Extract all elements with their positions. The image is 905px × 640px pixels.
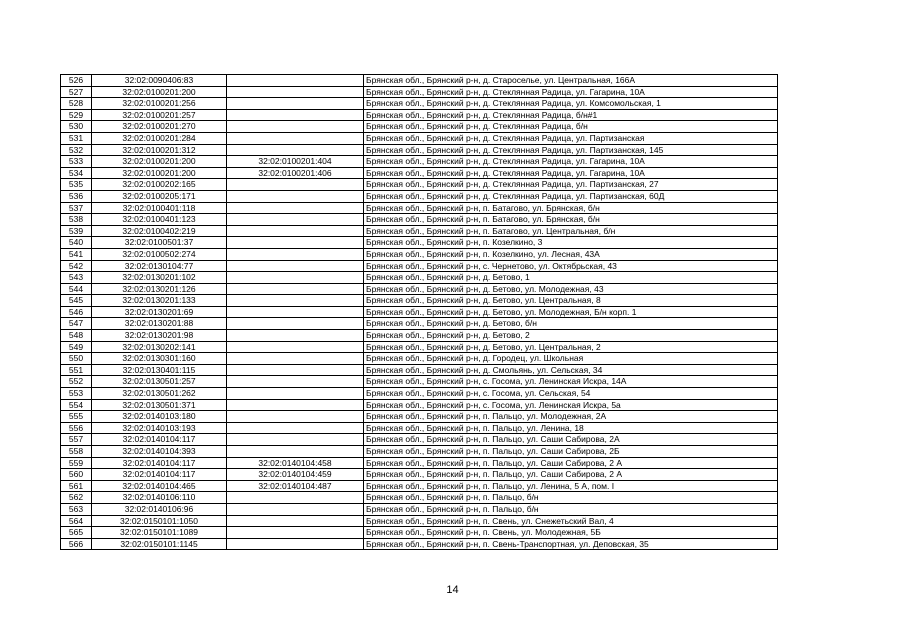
cadastral-number-cell: 32:02:0130401:115	[92, 364, 227, 376]
table-row	[61, 75, 778, 87]
row-number-cell: 562	[61, 492, 92, 504]
address-cell: Брянская обл., Брянский р-н, п. Свень-Транспортная, ул. Деповская, 35	[364, 538, 778, 550]
address-cell: Брянская обл., Брянский р-н, с. Чернетово, ул. Октябрьская, 43	[364, 260, 778, 272]
address-cell: Брянская обл., Брянский р-н, д. Стеклянная Радица, ул. Гагарина, 10А	[364, 86, 778, 98]
linked-cadastral-number-cell: 32:02:0140104:458	[227, 457, 364, 469]
address-cell: Брянская обл., Брянский р-н, д. Бетово, 2	[364, 330, 778, 342]
address-cell: Брянская обл., Брянский р-н, п. Батагово, ул. Брянская, б/н	[364, 214, 778, 226]
cadastral-number-cell: 32:02:0140104:393	[92, 446, 227, 458]
address-cell: Брянская обл., Брянский р-н, п. Пальцо, ул. Саши Сабирова, 2 А	[364, 469, 778, 481]
row-number-cell: 536	[61, 190, 92, 202]
linked-cadastral-number-cell	[227, 364, 364, 376]
address-cell: Брянская обл., Брянский р-н, д. Староселье, ул. Центральная, 166А	[364, 75, 778, 87]
address-cell: Брянская обл., Брянский р-н, п. Пальцо, б/н	[364, 503, 778, 515]
cadastral-number-cell: 32:02:0100202:165	[92, 179, 227, 191]
cadastral-number-cell: 32:02:0100201:284	[92, 132, 227, 144]
row-number-cell: 550	[61, 353, 92, 365]
table-row	[61, 179, 778, 191]
row-number-cell: 552	[61, 376, 92, 388]
row-number-cell: 545	[61, 295, 92, 307]
cadastral-number-cell: 32:02:0090406:83	[92, 75, 227, 87]
address-cell: Брянская обл., Брянский р-н, п. Свень, ул. Молодежная, 5Б	[364, 527, 778, 539]
table-row	[61, 469, 778, 481]
cadastral-number-cell: 32:02:0100201:257	[92, 109, 227, 121]
row-number-cell: 555	[61, 411, 92, 423]
linked-cadastral-number-cell	[227, 121, 364, 133]
linked-cadastral-number-cell: 32:02:0100201:404	[227, 156, 364, 168]
table-row	[61, 538, 778, 550]
cadastral-number-cell: 32:02:0100201:200	[92, 156, 227, 168]
table-row	[61, 527, 778, 539]
cadastral-number-cell: 32:02:0130201:98	[92, 330, 227, 342]
cadastral-number-cell: 32:02:0100501:37	[92, 237, 227, 249]
cadastral-number-cell: 32:02:0140106:96	[92, 503, 227, 515]
linked-cadastral-number-cell	[227, 399, 364, 411]
table-row	[61, 318, 778, 330]
cadastral-number-cell: 32:02:0130201:126	[92, 283, 227, 295]
table-row	[61, 144, 778, 156]
row-number-cell: 560	[61, 469, 92, 481]
table-row	[61, 190, 778, 202]
address-cell: Брянская обл., Брянский р-н, п. Пальцо, ул. Саши Сабирова, 2Б	[364, 446, 778, 458]
linked-cadastral-number-cell	[227, 202, 364, 214]
linked-cadastral-number-cell	[227, 225, 364, 237]
linked-cadastral-number-cell	[227, 388, 364, 400]
linked-cadastral-number-cell: 32:02:0140104:459	[227, 469, 364, 481]
address-cell: Брянская обл., Брянский р-н, с. Госома, ул. Сельская, 54	[364, 388, 778, 400]
table-row	[61, 341, 778, 353]
row-number-cell: 548	[61, 330, 92, 342]
table-row	[61, 330, 778, 342]
address-cell: Брянская обл., Брянский р-н, д. Стеклянная Радица, ул. Партизанская, 27	[364, 179, 778, 191]
cadastral-number-cell: 32:02:0100502:274	[92, 248, 227, 260]
linked-cadastral-number-cell	[227, 422, 364, 434]
address-cell: Брянская обл., Брянский р-н, п. Пальцо, ул. Молодежная, 2А	[364, 411, 778, 423]
address-cell: Брянская обл., Брянский р-н, п. Батагово, ул. Брянская, б/н	[364, 202, 778, 214]
row-number-cell: 526	[61, 75, 92, 87]
linked-cadastral-number-cell	[227, 86, 364, 98]
address-cell: Брянская обл., Брянский р-н, д. Стеклянная Радица, ул. Гагарина, 10А	[364, 156, 778, 168]
address-cell: Брянская обл., Брянский р-н, д. Бетово, б/н	[364, 318, 778, 330]
cadastral-number-cell: 32:02:0100401:118	[92, 202, 227, 214]
address-cell: Брянская обл., Брянский р-н, д. Городец, ул. Школьная	[364, 353, 778, 365]
table-row	[61, 98, 778, 110]
address-cell: Брянская обл., Брянский р-н, п. Пальцо, ул. Саши Сабирова, 2 А	[364, 457, 778, 469]
cadastral-number-cell: 32:02:0140104:117	[92, 434, 227, 446]
row-number-cell: 542	[61, 260, 92, 272]
linked-cadastral-number-cell	[227, 353, 364, 365]
row-number-cell: 528	[61, 98, 92, 110]
cadastral-number-cell: 32:02:0140106:110	[92, 492, 227, 504]
table-row	[61, 457, 778, 469]
cadastral-number-cell: 32:02:0140104:117	[92, 457, 227, 469]
address-cell: Брянская обл., Брянский р-н, д. Стеклянная Радица, ул. Комсомольская, 1	[364, 98, 778, 110]
row-number-cell: 544	[61, 283, 92, 295]
table-row	[61, 86, 778, 98]
row-number-cell: 546	[61, 306, 92, 318]
cadastral-number-cell: 32:02:0100401:123	[92, 214, 227, 226]
address-cell: Брянская обл., Брянский р-н, п. Пальцо, б/н	[364, 492, 778, 504]
table-row	[61, 132, 778, 144]
table-row	[61, 156, 778, 168]
cadastral-number-cell: 32:02:0130201:88	[92, 318, 227, 330]
linked-cadastral-number-cell	[227, 330, 364, 342]
row-number-cell: 563	[61, 503, 92, 515]
cadastral-number-cell: 32:02:0100201:270	[92, 121, 227, 133]
table-row	[61, 121, 778, 133]
cadastral-number-cell: 32:02:0100201:200	[92, 167, 227, 179]
table-row	[61, 225, 778, 237]
table-row	[61, 248, 778, 260]
row-number-cell: 538	[61, 214, 92, 226]
row-number-cell: 537	[61, 202, 92, 214]
address-cell: Брянская обл., Брянский р-н, д. Бетово, ул. Центральная, 2	[364, 341, 778, 353]
address-cell: Брянская обл., Брянский р-н, д. Стеклянная Радица, б/н#1	[364, 109, 778, 121]
page-number: 14	[446, 584, 459, 596]
linked-cadastral-number-cell: 32:02:0100201:406	[227, 167, 364, 179]
address-cell: Брянская обл., Брянский р-н, с. Госома, ул. Ленинская Искра, 5а	[364, 399, 778, 411]
linked-cadastral-number-cell	[227, 411, 364, 423]
linked-cadastral-number-cell	[227, 446, 364, 458]
address-cell: Брянская обл., Брянский р-н, п. Пальцо, ул. Ленина, 18	[364, 422, 778, 434]
row-number-cell: 531	[61, 132, 92, 144]
linked-cadastral-number-cell	[227, 295, 364, 307]
linked-cadastral-number-cell	[227, 306, 364, 318]
linked-cadastral-number-cell	[227, 492, 364, 504]
linked-cadastral-number-cell	[227, 283, 364, 295]
row-number-cell: 541	[61, 248, 92, 260]
cadastral-number-cell: 32:02:0130501:257	[92, 376, 227, 388]
row-number-cell: 532	[61, 144, 92, 156]
address-cell: Брянская обл., Брянский р-н, д. Бетово, ул. Центральная, 8	[364, 295, 778, 307]
cadastral-number-cell: 32:02:0130501:371	[92, 399, 227, 411]
row-number-cell: 527	[61, 86, 92, 98]
cadastral-number-cell: 32:02:0130201:69	[92, 306, 227, 318]
linked-cadastral-number-cell	[227, 503, 364, 515]
cadastral-number-cell: 32:02:0140104:465	[92, 480, 227, 492]
row-number-cell: 564	[61, 515, 92, 527]
linked-cadastral-number-cell	[227, 318, 364, 330]
table-body	[61, 75, 778, 550]
row-number-cell: 549	[61, 341, 92, 353]
linked-cadastral-number-cell	[227, 179, 364, 191]
table-row	[61, 515, 778, 527]
row-number-cell: 539	[61, 225, 92, 237]
cadastral-number-cell: 32:02:0130201:102	[92, 272, 227, 284]
table-row	[61, 446, 778, 458]
linked-cadastral-number-cell: 32:02:0140104:487	[227, 480, 364, 492]
linked-cadastral-number-cell	[227, 527, 364, 539]
row-number-cell: 551	[61, 364, 92, 376]
table-row	[61, 411, 778, 423]
address-cell: Брянская обл., Брянский р-н, п. Козелкино, ул. Лесная, 43А	[364, 248, 778, 260]
linked-cadastral-number-cell	[227, 272, 364, 284]
address-cell: Брянская обл., Брянский р-н, д. Стеклянная Радица, б/н	[364, 121, 778, 133]
table-row	[61, 260, 778, 272]
table-row	[61, 295, 778, 307]
cadastral-number-cell: 32:02:0140103:180	[92, 411, 227, 423]
address-cell: Брянская обл., Брянский р-н, д. Бетово, ул. Молодежная, 43	[364, 283, 778, 295]
table-row	[61, 399, 778, 411]
table-row	[61, 202, 778, 214]
cadastral-number-cell: 32:02:0100201:200	[92, 86, 227, 98]
row-number-cell: 558	[61, 446, 92, 458]
table-row	[61, 376, 778, 388]
address-cell: Брянская обл., Брянский р-н, п. Пальцо, ул. Ленина, 5 А, пом. I	[364, 480, 778, 492]
linked-cadastral-number-cell	[227, 214, 364, 226]
cadastral-number-cell: 32:02:0140104:117	[92, 469, 227, 481]
cadastral-number-cell: 32:02:0130104:77	[92, 260, 227, 272]
table-row	[61, 353, 778, 365]
linked-cadastral-number-cell	[227, 341, 364, 353]
address-cell: Брянская обл., Брянский р-н, п. Батагово, ул. Центральная, б/н	[364, 225, 778, 237]
row-number-cell: 565	[61, 527, 92, 539]
linked-cadastral-number-cell	[227, 109, 364, 121]
table-row	[61, 422, 778, 434]
cadastral-number-cell: 32:02:0150101:1145	[92, 538, 227, 550]
row-number-cell: 559	[61, 457, 92, 469]
linked-cadastral-number-cell	[227, 75, 364, 87]
linked-cadastral-number-cell	[227, 376, 364, 388]
row-number-cell: 561	[61, 480, 92, 492]
table-row	[61, 492, 778, 504]
cadastral-number-cell: 32:02:0100201:256	[92, 98, 227, 110]
cadastral-number-cell: 32:02:0130301:160	[92, 353, 227, 365]
cadastral-number-cell: 32:02:0100201:312	[92, 144, 227, 156]
cadastral-number-cell: 32:02:0100205:171	[92, 190, 227, 202]
table-row	[61, 306, 778, 318]
address-cell: Брянская обл., Брянский р-н, с. Госома, ул. Ленинская Искра, 14А	[364, 376, 778, 388]
table-row	[61, 272, 778, 284]
table-row	[61, 480, 778, 492]
linked-cadastral-number-cell	[227, 538, 364, 550]
linked-cadastral-number-cell	[227, 132, 364, 144]
row-number-cell: 529	[61, 109, 92, 121]
row-number-cell: 535	[61, 179, 92, 191]
linked-cadastral-number-cell	[227, 144, 364, 156]
table-row	[61, 167, 778, 179]
linked-cadastral-number-cell	[227, 237, 364, 249]
table-row	[61, 503, 778, 515]
address-cell: Брянская обл., Брянский р-н, п. Козелкино, 3	[364, 237, 778, 249]
row-number-cell: 553	[61, 388, 92, 400]
address-cell: Брянская обл., Брянский р-н, д. Стеклянная Радица, ул. Гагарина, 10А	[364, 167, 778, 179]
linked-cadastral-number-cell	[227, 260, 364, 272]
row-number-cell: 557	[61, 434, 92, 446]
address-cell: Брянская обл., Брянский р-н, п. Свень, ул. Снежетьский Вал, 4	[364, 515, 778, 527]
table-row	[61, 364, 778, 376]
table-row	[61, 434, 778, 446]
linked-cadastral-number-cell	[227, 190, 364, 202]
address-cell: Брянская обл., Брянский р-н, д. Стеклянная Радица, ул. Партизанская, 145	[364, 144, 778, 156]
address-cell: Брянская обл., Брянский р-н, п. Пальцо, ул. Саши Сабирова, 2А	[364, 434, 778, 446]
table-row	[61, 237, 778, 249]
linked-cadastral-number-cell	[227, 515, 364, 527]
row-number-cell: 530	[61, 121, 92, 133]
row-number-cell: 554	[61, 399, 92, 411]
row-number-cell: 540	[61, 237, 92, 249]
cadastral-number-cell: 32:02:0140103:193	[92, 422, 227, 434]
cadastral-number-cell: 32:02:0130501:262	[92, 388, 227, 400]
cadastral-number-cell: 32:02:0100402:219	[92, 225, 227, 237]
address-cell: Брянская обл., Брянский р-н, д. Бетово, ул. Молодежная, Б/н корп. 1	[364, 306, 778, 318]
row-number-cell: 556	[61, 422, 92, 434]
linked-cadastral-number-cell	[227, 98, 364, 110]
linked-cadastral-number-cell	[227, 434, 364, 446]
table-row	[61, 283, 778, 295]
table-row	[61, 109, 778, 121]
row-number-cell: 566	[61, 538, 92, 550]
address-cell: Брянская обл., Брянский р-н, д. Стеклянная Радица, ул. Партизанская, 60Д	[364, 190, 778, 202]
address-cell: Брянская обл., Брянский р-н, д. Бетово, 1	[364, 272, 778, 284]
table-row	[61, 388, 778, 400]
row-number-cell: 534	[61, 167, 92, 179]
address-cell: Брянская обл., Брянский р-н, д. Стеклянная Радица, ул. Партизанская	[364, 132, 778, 144]
table-row	[61, 214, 778, 226]
cadastral-number-cell: 32:02:0150101:1050	[92, 515, 227, 527]
linked-cadastral-number-cell	[227, 248, 364, 260]
row-number-cell: 533	[61, 156, 92, 168]
cadastral-number-cell: 32:02:0130202:141	[92, 341, 227, 353]
address-cell: Брянская обл., Брянский р-н, д. Смольянь, ул. Сельская, 34	[364, 364, 778, 376]
cadastral-number-cell: 32:02:0130201:133	[92, 295, 227, 307]
row-number-cell: 547	[61, 318, 92, 330]
property-register-table	[60, 74, 778, 550]
cadastral-number-cell: 32:02:0150101:1089	[92, 527, 227, 539]
row-number-cell: 543	[61, 272, 92, 284]
